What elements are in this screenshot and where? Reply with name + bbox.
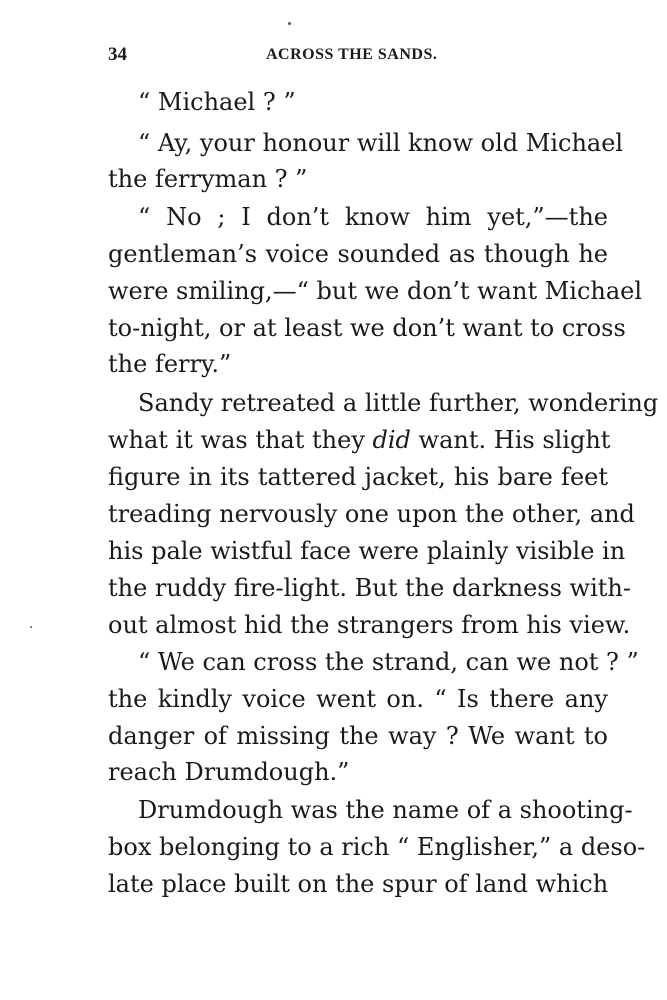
speck-mark bbox=[30, 626, 32, 628]
text-line: out almost hid the strangers from his view. bbox=[108, 611, 631, 639]
text-line: figure in its tattered jacket, his bare feet bbox=[108, 463, 608, 491]
text-line: “ Michael ? ” bbox=[138, 88, 296, 116]
page-number: 34 bbox=[108, 44, 127, 65]
text-line: reach Drumdough.” bbox=[108, 758, 350, 786]
text-line: were smiling,—“ but we don’t want Michael bbox=[108, 277, 643, 305]
page-header bbox=[108, 44, 608, 68]
text-line: late place built on the spur of land which bbox=[108, 870, 609, 898]
text-run: want. His slight bbox=[410, 426, 611, 454]
text-run: what it was that they bbox=[108, 426, 373, 454]
running-title: ACROSS THE SANDS. bbox=[266, 46, 438, 63]
text-line: Drumdough was the name of a shooting- bbox=[138, 796, 633, 824]
text-line: box belonging to a rich “ Englisher,” a deso- bbox=[108, 833, 646, 861]
text-line: “ No ; I don’t know him yet,”—the bbox=[138, 203, 608, 231]
text-line: to-night, or at least we don’t want to cross bbox=[108, 314, 626, 342]
text-line: treading nervously one upon the other, and bbox=[108, 500, 635, 528]
text-line: danger of missing the way ? We want to bbox=[108, 722, 608, 750]
speck-mark bbox=[288, 22, 291, 25]
text-line: the kindly voice went on. “ Is there any bbox=[108, 685, 608, 713]
text-line: the ferry.” bbox=[108, 350, 232, 378]
text-line bbox=[108, 422, 611, 458]
text-line: “ Ay, your honour will know old Michael bbox=[138, 129, 624, 157]
text-line: “ We can cross the strand, can we not ? ” bbox=[138, 648, 639, 676]
text-line: the ferryman ? ” bbox=[108, 165, 308, 193]
text-line: his pale wistful face were plainly visible in bbox=[108, 537, 626, 565]
text-line: the ruddy fire-light. But the darkness with- bbox=[108, 574, 631, 602]
italic-emphasis: did bbox=[372, 426, 411, 454]
text-line: Sandy retreated a little further, wondering bbox=[138, 389, 659, 417]
text-line: gentleman’s voice sounded as though he bbox=[108, 240, 608, 268]
